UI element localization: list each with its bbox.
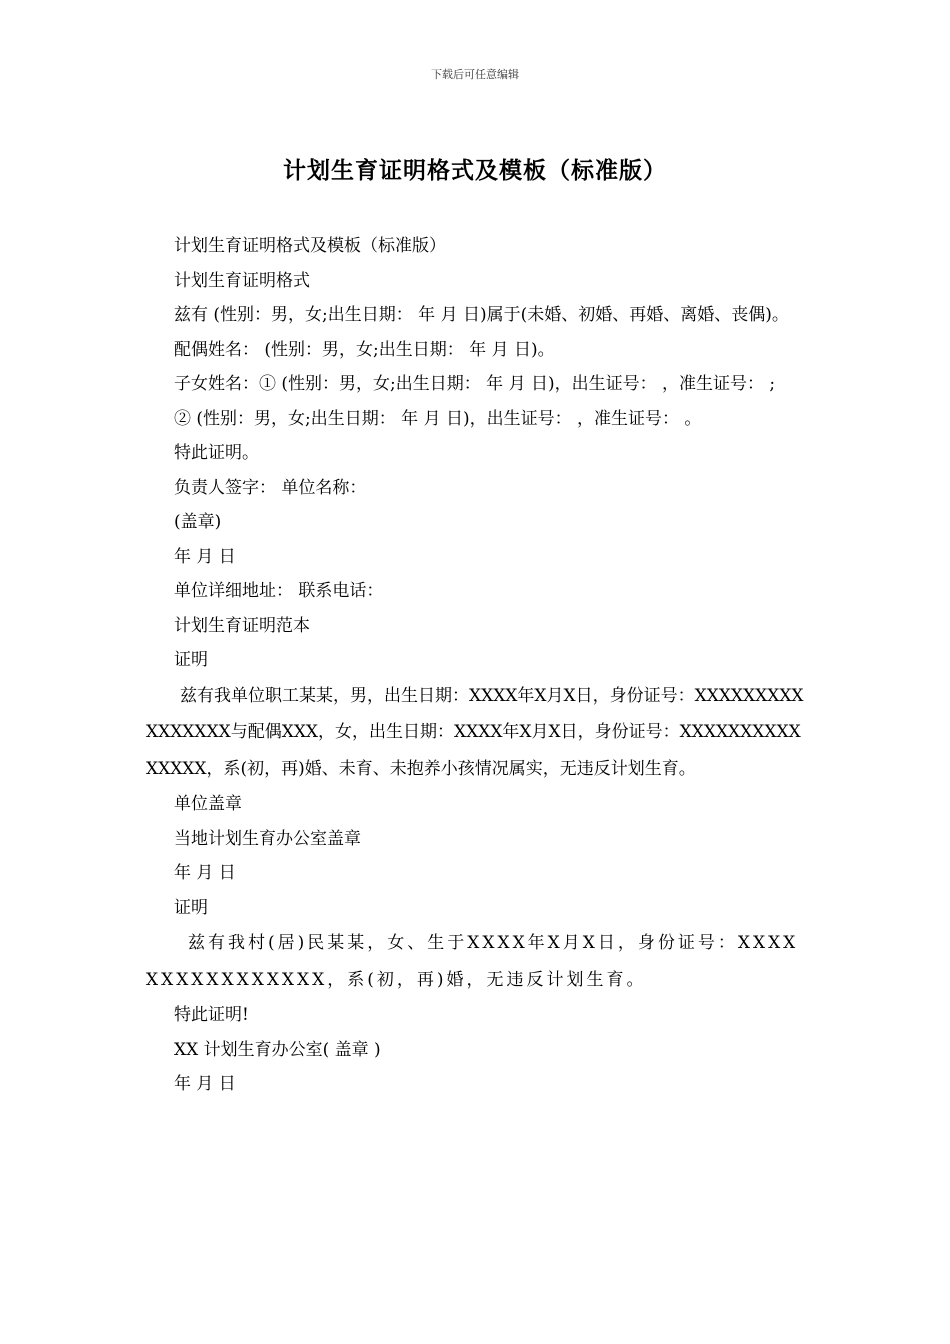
paragraph-date-3: 年 月 日: [174, 1074, 236, 1094]
paragraph-child-one-info: 子女姓名：① (性别：男，女;出生日期： 年 月 日)，出生证号： ，准生证号： ;: [174, 374, 776, 394]
document-title: 计划生育证明格式及模板（标准版）: [283, 157, 667, 184]
paragraph-employee-statement: 兹有我单位职工某某，男，出生日期：XXXX年X月X日，身份证号：XXXXXXXXXXXXXXXX与配偶XXX，女，出生日期：XXXX年X月X日，身份证号：XXXXXXXXXXXXXXX，系(初，再)婚、未育、未抱养小孩情况属实，无违反计划生育。: [146, 685, 804, 779]
paragraph-office-signature: XX 计划生育办公室( 盖章 ): [174, 1039, 381, 1060]
paragraph-date-2: 年 月 日: [174, 863, 236, 883]
paragraph-address-phone: 单位详细地址： 联系电话：: [174, 581, 384, 601]
document-body: [146, 229, 810, 1102]
paragraph-subtitle: 计划生育证明格式及模板（标准版）: [174, 236, 446, 256]
page-header-note: 下载后可任意编辑: [431, 68, 519, 81]
paragraph-resident-statement: 兹有我村(居)民某某，女、生于XXXX年X月X日，身份证号：XXXXXXXXXXXXXXXX，系(初，再)婚，无违反计划生育。: [146, 933, 799, 990]
paragraph-office-seal: 当地计划生育办公室盖章: [174, 828, 361, 849]
paragraph-signature-line: 负责人签字： 单位名称：: [174, 477, 367, 498]
paragraph-certify: 特此证明。: [174, 443, 259, 463]
paragraph-certificate-heading-2: 证明: [174, 897, 208, 918]
paragraph-format-heading: 计划生育证明格式: [174, 270, 310, 291]
paragraph-sample-heading: 计划生育证明范本: [174, 615, 310, 636]
paragraph-unit-seal: 单位盖章: [174, 794, 242, 814]
paragraph-applicant-info: 兹有 (性别：男，女;出生日期： 年 月 日)属于(未婚、初婚、再婚、离婚、丧偶)。: [174, 305, 789, 325]
paragraph-seal: (盖章): [174, 512, 222, 532]
paragraph-spouse-info: 配偶姓名： (性别：男，女;出生日期： 年 月 日)。: [174, 339, 555, 360]
paragraph-date: 年 月 日: [174, 546, 236, 567]
paragraph-certificate-heading: 证明: [174, 650, 208, 670]
paragraph-child-two-info: ② (性别：男，女;出生日期： 年 月 日)，出生证号： ，准生证号： 。: [174, 408, 702, 429]
paragraph-certify-2: 特此证明!: [174, 1005, 249, 1025]
